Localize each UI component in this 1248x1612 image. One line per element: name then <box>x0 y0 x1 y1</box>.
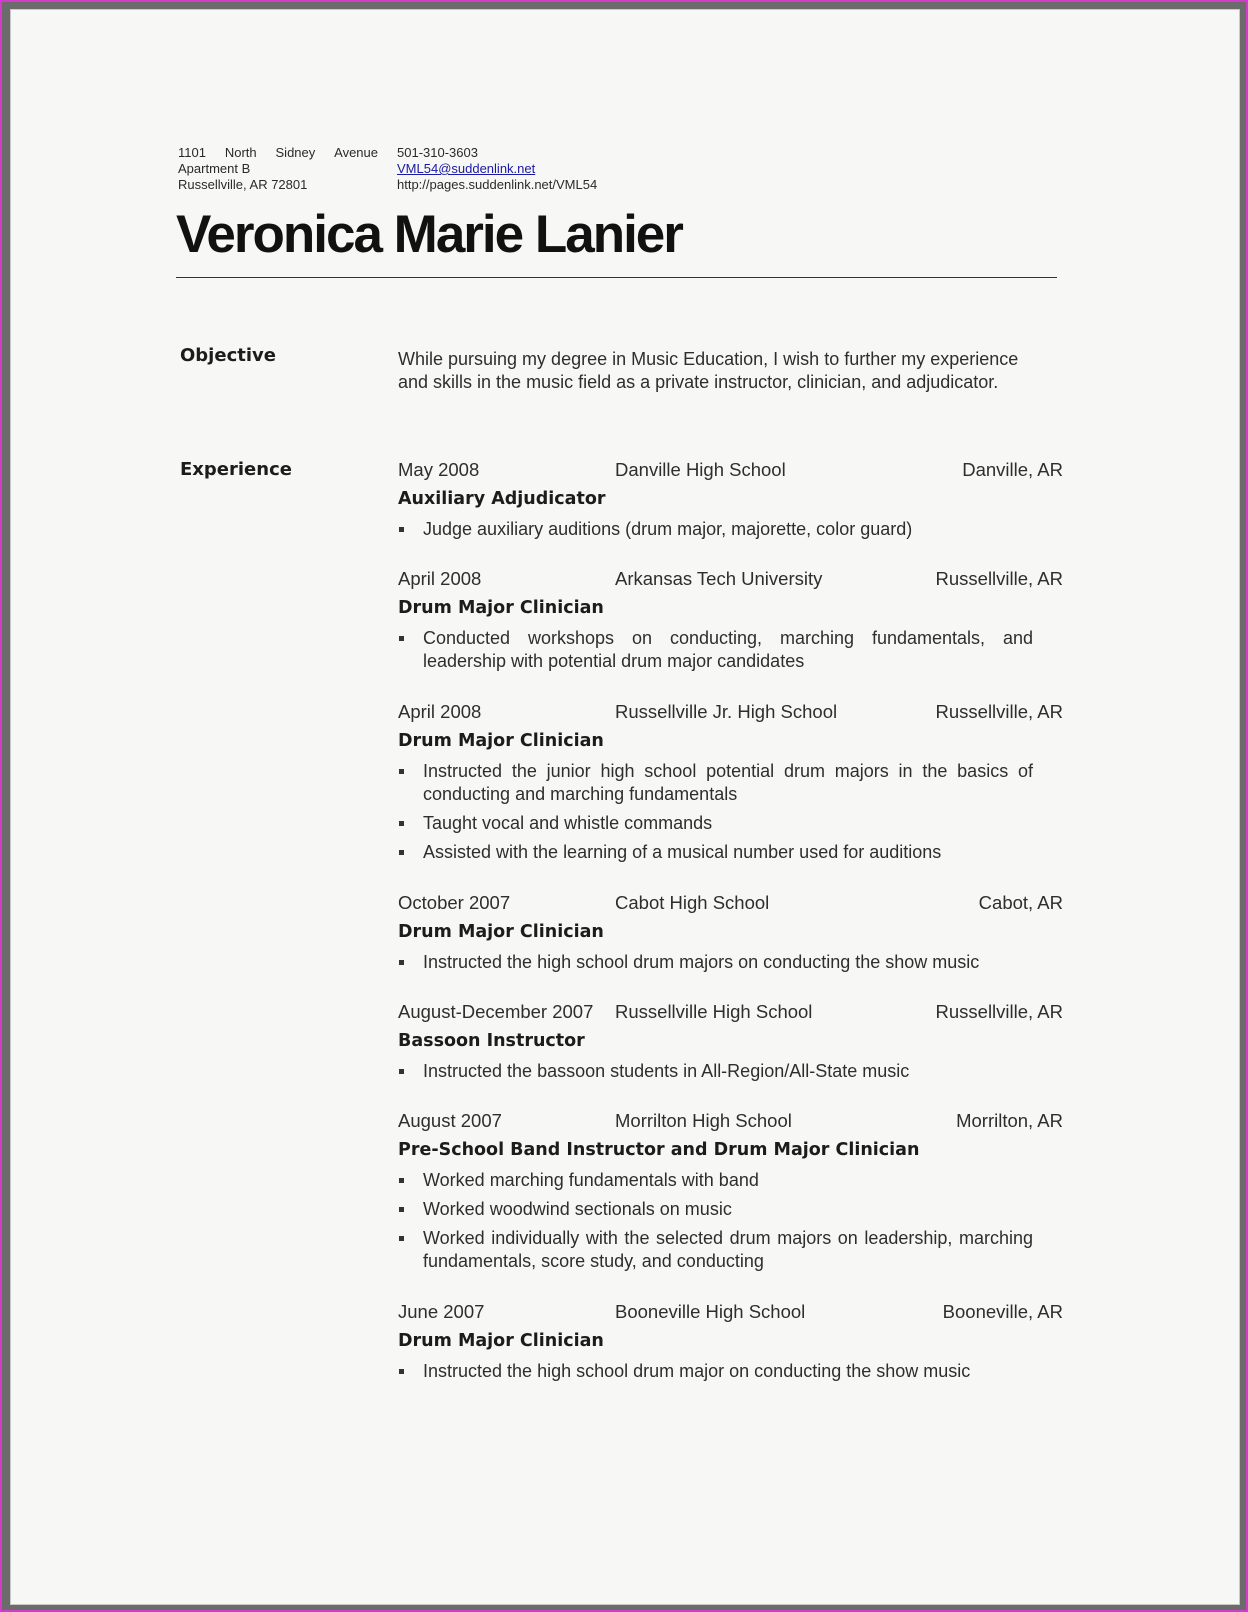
experience-entry <box>398 1300 1063 1389</box>
address-line-2: Apartment B <box>178 161 251 176</box>
address-block <box>178 145 378 193</box>
experience-organization: Danville High School <box>615 459 786 480</box>
experience-bullet <box>398 1360 1033 1383</box>
experience-entry <box>398 458 1063 547</box>
experience-date: April 2008 <box>398 701 482 722</box>
experience-organization: Arkansas Tech University <box>615 568 823 589</box>
experience-bullet <box>398 1227 1033 1273</box>
experience-heading: Experience <box>180 459 292 480</box>
bullet-square-icon <box>399 1069 404 1074</box>
experience-header <box>398 891 1063 915</box>
bullet-square-icon <box>399 821 404 826</box>
experience-date: August 2007 <box>398 1110 502 1131</box>
experience-entry <box>398 1109 1063 1279</box>
experience-bullet <box>398 951 1033 974</box>
experience-bullets <box>398 951 1063 974</box>
experience-bullet <box>398 1169 1033 1192</box>
experience-bullets <box>398 1169 1063 1273</box>
phone-number: 501-310-3603 <box>397 145 478 160</box>
experience-organization: Booneville High School <box>615 1301 806 1322</box>
experience-bullet <box>398 1198 1033 1221</box>
experience-date: October 2007 <box>398 892 511 913</box>
objective-text: While pursuing my degree in Music Education, I wish to further my experience and skills in the music field as a private instructor, clinician, and adjudicator. <box>398 349 1019 392</box>
experience-location: Morrilton, AR <box>956 1110 1063 1131</box>
bullet-square-icon <box>399 527 404 532</box>
experience-header <box>398 458 1063 482</box>
experience-title: Pre-School Band Instructor and Drum Major Clinician <box>398 1140 920 1160</box>
experience-bullet <box>398 760 1033 806</box>
bullet-square-icon <box>399 769 404 774</box>
experience-location: Russellville, AR <box>935 701 1063 722</box>
experience-header <box>398 1000 1063 1024</box>
experience-bullets <box>398 1360 1063 1383</box>
bullet-square-icon <box>399 850 404 855</box>
experience-title: Drum Major Clinician <box>398 1331 604 1351</box>
bullet-text: Instructed the bassoon students in All-Region/All-State music <box>423 1061 910 1081</box>
bullet-square-icon <box>399 1236 404 1241</box>
experience-header <box>398 700 1063 724</box>
objective-heading: Objective <box>180 345 276 366</box>
contact-block <box>397 145 597 193</box>
experience-bullet <box>398 812 1033 835</box>
experience-date: August-December 2007 <box>398 1001 594 1022</box>
header-divider <box>176 277 1057 278</box>
bullet-text: Worked marching fundamentals with band <box>423 1170 759 1190</box>
experience-entry <box>398 891 1063 980</box>
experience-bullets <box>398 760 1063 864</box>
bullet-text: Assisted with the learning of a musical number used for auditions <box>423 842 942 862</box>
experience-organization: Russellville Jr. High School <box>615 701 838 722</box>
bullet-text: Instructed the junior high school potential drum majors in the basics of conducting and marching fundamentals <box>423 761 1033 804</box>
experience-location: Russellville, AR <box>935 1001 1063 1022</box>
experience-bullet <box>398 627 1033 673</box>
experience-date: June 2007 <box>398 1301 485 1322</box>
experience-title: Drum Major Clinician <box>398 731 604 751</box>
experience-entry <box>398 567 1063 679</box>
address-line-3: Russellville, AR 72801 <box>178 177 308 192</box>
address-word: Sidney <box>275 145 316 160</box>
experience-date: May 2008 <box>398 459 480 480</box>
email-link[interactable]: VML54@suddenlink.net <box>397 161 536 176</box>
website-url: http://pages.suddenlink.net/VML54 <box>397 177 598 192</box>
bullet-text: Instructed the high school drum major on conducting the show music <box>423 1361 971 1381</box>
experience-title: Drum Major Clinician <box>398 922 604 942</box>
bullet-square-icon <box>399 1207 404 1212</box>
experience-location: Russellville, AR <box>935 568 1063 589</box>
experience-bullet <box>398 518 1033 541</box>
resume-name: Veronica Marie Lanier <box>176 205 682 264</box>
experience-organization: Morrilton High School <box>615 1110 792 1131</box>
experience-location: Cabot, AR <box>978 892 1063 913</box>
bullet-text: Instructed the high school drum majors on conducting the show music <box>423 952 980 972</box>
experience-title: Bassoon Instructor <box>398 1031 585 1051</box>
experience-entry <box>398 1000 1063 1089</box>
experience-header <box>398 1109 1063 1133</box>
experience-bullet <box>398 1060 1033 1083</box>
bullet-square-icon <box>399 1369 404 1374</box>
experience-organization: Cabot High School <box>615 892 770 913</box>
experience-entry <box>398 700 1063 870</box>
experience-title: Drum Major Clinician <box>398 598 604 618</box>
experience-header <box>398 1300 1063 1324</box>
experience-organization: Russellville High School <box>615 1001 813 1022</box>
experience-bullets <box>398 1060 1063 1083</box>
experience-bullets <box>398 627 1063 673</box>
bullet-text: Judge auxiliary auditions (drum major, majorette, color guard) <box>423 519 913 539</box>
experience-bullets <box>398 518 1063 541</box>
bullet-text: Worked individually with the selected drum majors on leadership, marching fundamentals, score study, and conducting <box>423 1228 1033 1271</box>
bullet-square-icon <box>399 636 404 641</box>
bullet-text: Worked woodwind sectionals on music <box>423 1199 732 1219</box>
address-word: Avenue <box>334 145 378 160</box>
experience-header <box>398 567 1063 591</box>
bullet-text: Taught vocal and whistle commands <box>423 813 713 833</box>
bullet-square-icon <box>399 1178 404 1183</box>
experience-location: Danville, AR <box>962 459 1063 480</box>
address-word: North <box>224 145 257 160</box>
experience-bullet <box>398 841 1033 864</box>
bullet-text: Conducted workshops on conducting, marching fundamentals, and leadership with potential drum major candidates <box>423 628 1033 671</box>
address-line-1 <box>178 145 378 161</box>
experience-location: Booneville, AR <box>942 1301 1063 1322</box>
experience-title: Auxiliary Adjudicator <box>398 489 606 509</box>
address-word: 1101 <box>178 145 206 160</box>
bullet-square-icon <box>399 960 404 965</box>
experience-date: April 2008 <box>398 568 482 589</box>
